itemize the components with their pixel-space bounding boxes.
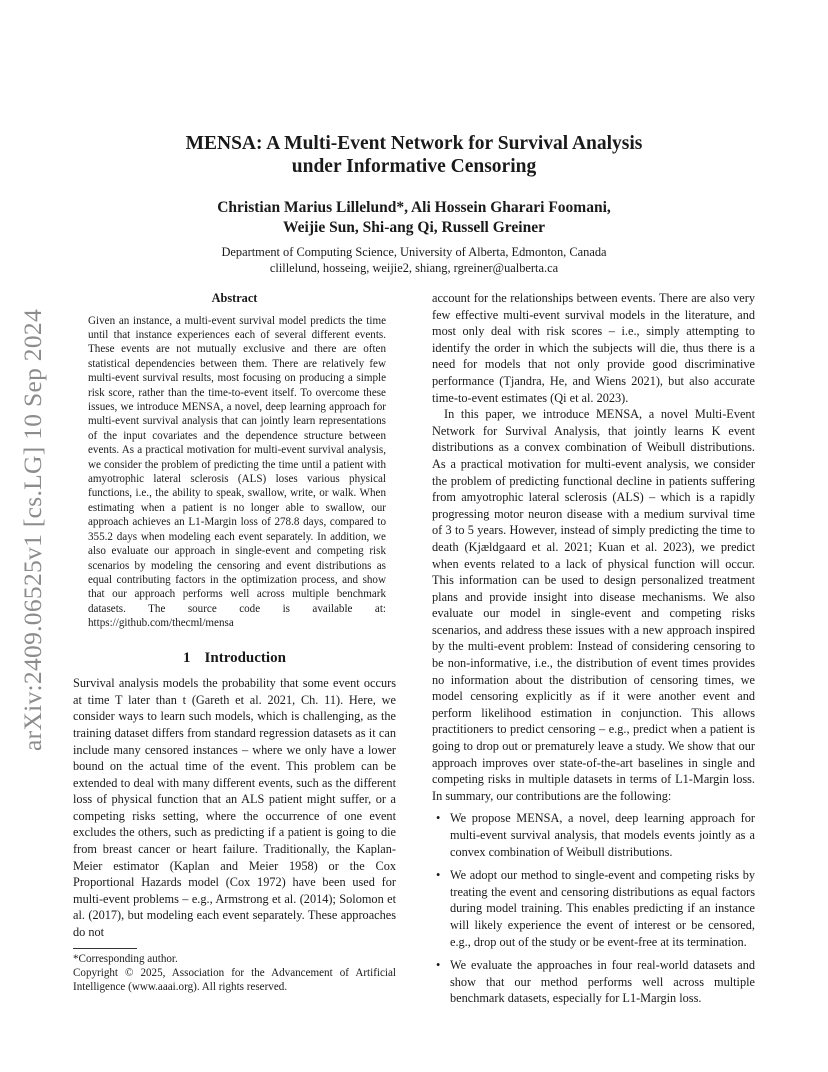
authors-line-2: Weijie Sun, Shi-ang Qi, Russell Greiner [283,219,545,236]
title-line-2: under Informative Censoring [291,156,537,177]
footnote-copyright: Copyright © 2025, Association for the Advancement of Artificial Intelligence (www.aaai.org). All rights reserved. [73,966,396,994]
authors-line-1: Christian Marius Lillelund*, Ali Hossein Gharari Foomani, [217,199,611,216]
affiliation: Department of Computing Science, University of Alberta, Edmonton, Canada [221,245,607,259]
list-item: • We adopt our method to single-event and competing risks by treating the event and censoring distributions as equal factors during model training. This enables predicting if an instance will likely experience the event of interest or be censored, e.g., drop out of the study or be event-free at its termination. [450,867,755,950]
intro-paragraph-1: Survival analysis models the probability that some event occurs at time T later than t (Gareth et al. 2021, Ch. 11). Here, we consider ways to learn such models, which is challenging, as the training dataset differs from standard regression datasets as it can include many censored instances – where we only have a lower bound on the actual time of the event. This problem can be extended to deal with many different events, such as the different loss of physical function that an ALS patient might suffer, or a competing risks setting, where the occurrence of one event excludes the others, such as predicting if a patient is going to die from breast cancer or heart failure. Traditionally, the Kaplan-Meier estimator (Kaplan and Meier 1958) or the Cox Proportional Hazards model (Cox 1972) have been used for multi-event problems – e.g., Armstrong et al. (2014); Solomon et al. (2017), but modeling each event separately. These approaches do not [73,676,396,940]
list-item: • We evaluate the approaches in four real-world datasets and show that our method performs well across multiple benchmark datasets, especially for L1-Margin loss. [450,957,755,1007]
abstract-text: Given an instance, a multi-event survival model predicts the time until that instance experiences each of several different events. These events are not mutually exclusive and there are often statistical dependencies between them. There are relatively few multi-event survival results, most focusing on producing a simple risk score, rather than the time-to-event itself. To overcome these issues, we introduce MENSA, a novel, deep learning approach for multi-event survival analysis that can jointly learn representations of the input covariates and the dependence structure between events. As a practical motivation for multi-event survival analysis, we consider the problem of predicting the time until a patient with amyotrophic lateral sclerosis (ALS) loses various physical functions, i.e., the ability to speak, swallow, write, or walk. When estimating when a patient is no longer able to swallow, our approach achieves an L1-Margin loss of 278.8 days, compared to 355.2 days when modeling each event separately. In addition, we also evaluate our approach in single-event and competing risk scenarios by modeling the censoring and event distributions as equal contributing factors in the optimization process, and show that our approach performs well across multiple benchmark datasets. The source code is available at: https://github.com/thecml/mensa [88,314,386,630]
section-heading-introduction [73,650,396,667]
author-list [0,198,828,238]
footnote-corresponding-author: *Corresponding author. [73,952,178,965]
affiliation-block [0,244,828,276]
paper-header [0,132,828,276]
arxiv-identifier-stamp: arXiv:2409.06525v1 [cs.LG] 10 Sep 2024 [18,308,47,752]
footnote-divider [73,948,137,949]
contribution-list [432,810,755,1007]
right-column [432,290,755,1014]
left-column [73,290,396,995]
section-title: Introduction [204,649,286,666]
intro-paragraph-1-continued: account for the relationships between events. There are also very few effective multi-event survival models in the literature, and most only deal with risk scores – i.e., simply attempting to identify the order in which the subjects will die, thus there is a need for models that not only provide good discriminative performance (Tjandra, He, and Wiens 2021), but also accurate time-to-event estimates (Qi et al. 2023). [432,291,755,405]
intro-paragraph-2: In this paper, we introduce MENSA, a novel Multi-Event Network for Survival Analysis, that jointly learns K event distributions as a convex combination of Weibull distributions. As a practical motivation for multi-event analysis, we consider the problem of predicting functional decline in patients suffering from amyotrophic lateral sclerosis (ALS) – which is a rapidly progressing motor neuron disease with a medium survival time of 3 to 5 years. However, instead of simply predicting the time to death (Kjældgaard et al. 2021; Kuan et al. 2023), we predict when events related to a lack of physical function will occur. This information can be used to design personalized treatment plans and provide insight into disease mechanisms. We also evaluate our model in single-event and competing risks scenarios, and address these issues with a new approach inspired by the multi-event problem: Instead of considering censoring to be non-informative, i.e., the distribution of event times provides no information about the distribution of censoring times, we model censoring explicitly as if it were another event and perform likelihood estimation in conjunction. This allows practitioners to predict censoring – e.g., predict when a patient is going to drop out or prematurely leave a study. We show that our approach improves over state-of-the-art baselines in single and competing risks in multiple datasets in terms of L1-Margin loss. In summary, our contributions are the following: [432,407,755,803]
section-number: 1 [183,649,191,666]
list-item: • We propose MENSA, a novel, deep learning approach for multi-event survival analysis, that models events jointly as a convex combination of Weibull distributions. [450,810,755,860]
author-emails: clillelund, hosseing, weijie2, shiang, rgreiner@ualberta.ca [269,261,559,275]
paper-title [0,132,828,178]
abstract-heading: Abstract [211,291,258,305]
title-line-1: MENSA: A Multi-Event Network for Survival Analysis [185,133,643,154]
